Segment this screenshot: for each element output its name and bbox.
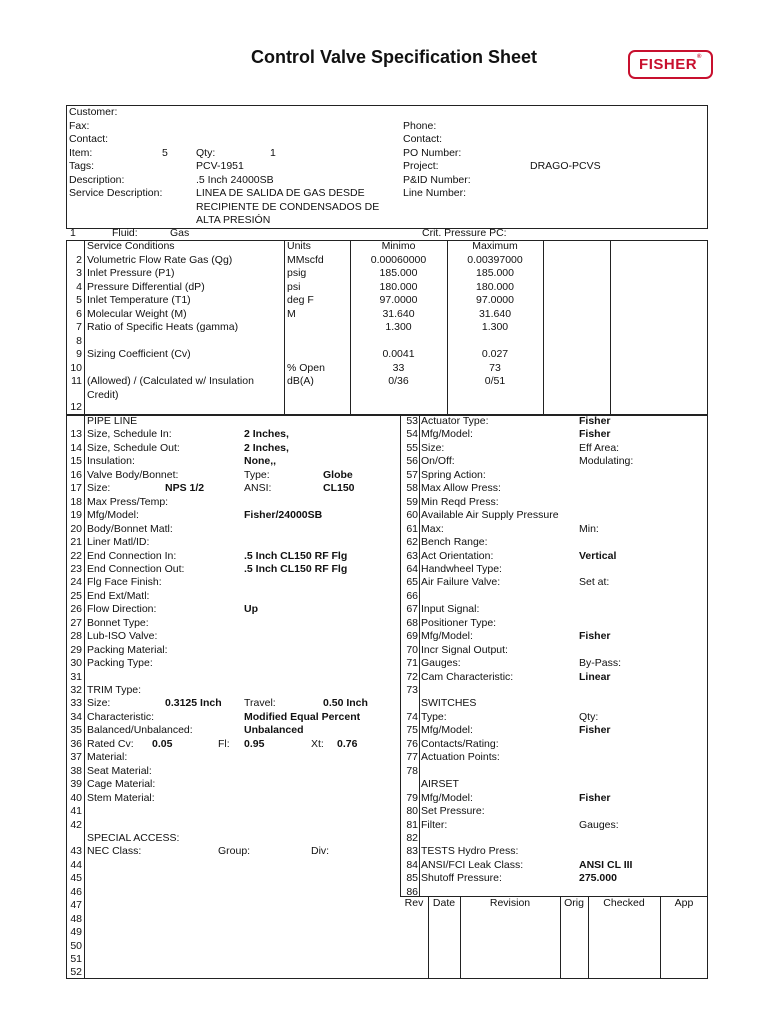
left-row-label: Material: — [87, 751, 128, 764]
registered-mark: ® — [697, 54, 702, 60]
service-header-max: Maximum — [472, 240, 518, 252]
fluid-row-num: 1 — [70, 227, 76, 239]
fluid-label: Fluid: — [112, 227, 138, 239]
left-row-num: 46 — [70, 885, 82, 898]
header-right-label: PO Number: — [403, 146, 462, 159]
right-row-label: Max: — [421, 522, 444, 535]
right-row-value: Eff Area: — [579, 441, 620, 454]
right-row-value: Vertical — [579, 549, 617, 562]
right-row-value: Set at: — [579, 576, 610, 589]
right-row-value: Min: — [579, 522, 599, 535]
right-row-num: 56 — [406, 455, 418, 468]
left-row-num: 27 — [70, 616, 82, 629]
right-row-label: ANSI/FCI Leak Class: — [421, 858, 524, 871]
right-row-num: 75 — [406, 724, 418, 737]
left-row-num: 22 — [70, 549, 82, 562]
service-row-max: 73 — [489, 361, 501, 374]
left-row-label: Body/Bonnet Matl: — [87, 522, 173, 535]
right-row-value: 275.000 — [579, 872, 617, 885]
left-row-label: Packing Material: — [87, 643, 168, 656]
left-row-value: 2 Inches, — [244, 441, 289, 454]
service-row-min: 1.300 — [385, 321, 412, 333]
left-row-value2: 0.95 — [244, 737, 265, 750]
right-row-num: 82 — [406, 831, 418, 844]
service-row-units: psi — [287, 280, 301, 293]
header-box — [66, 105, 708, 229]
left-row-label: Size, Schedule In: — [87, 428, 172, 441]
right-row-label: Set Pressure: — [421, 805, 485, 818]
left-row-label: Packing Type: — [87, 657, 153, 670]
right-row-num: 57 — [406, 468, 418, 481]
service-row-max: 1.300 — [481, 321, 509, 333]
right-row-label: Mfg/Model: — [421, 630, 473, 643]
right-row-num: 78 — [406, 764, 418, 777]
left-row-num: 44 — [70, 858, 82, 871]
left-row-label: Liner Matl/ID: — [87, 536, 150, 549]
revision-col-line — [660, 896, 661, 979]
header-label: Item: — [69, 146, 93, 159]
right-row-value: Fisher — [579, 724, 611, 737]
service-row-num: 2 — [76, 253, 82, 266]
service-row-label: Inlet Pressure (P1) — [87, 267, 175, 279]
revision-header-checked: Checked — [603, 897, 645, 909]
right-row-label: Available Air Supply Pressure — [421, 509, 559, 522]
service-row-min: 97.0000 — [379, 294, 418, 306]
header-right-label: Line Number: — [403, 187, 467, 199]
right-row-label: Spring Action: — [421, 468, 486, 481]
right-row-num: 86 — [406, 885, 418, 898]
right-row-num: 66 — [406, 589, 418, 602]
left-row-value2: CL150 — [323, 482, 355, 495]
fisher-logo — [628, 50, 713, 79]
header-right-label: Phone: — [403, 119, 437, 132]
left-row-label: Characteristic: — [87, 710, 155, 723]
right-row-num: 81 — [406, 818, 418, 831]
service-row-max: 31.640 — [478, 307, 512, 320]
header-label: Description: — [69, 173, 125, 186]
right-row-num: 62 — [406, 536, 418, 549]
right-row-num: 61 — [406, 522, 418, 535]
right-row-label: Shutoff Pressure: — [421, 872, 502, 885]
revision-header-rev: Rev — [404, 897, 424, 909]
right-row-num: 85 — [406, 872, 418, 885]
service-row-units: psig — [287, 267, 307, 279]
right-row-value: Qty: — [579, 710, 599, 723]
right-row-num: 70 — [406, 643, 418, 656]
service-row-min: 0/36 — [388, 375, 409, 387]
service-row-label: Molecular Weight (M) — [87, 307, 187, 320]
right-row-label: Bench Range: — [421, 536, 488, 549]
header-value: LINEA DE SALIDA DE GAS DESDE — [196, 187, 365, 199]
header-right-label: Contact: — [403, 133, 443, 145]
left-row-label: End Connection In: — [87, 549, 177, 562]
right-row-label: Actuator Type: — [421, 415, 489, 427]
service-row-max: 0.027 — [481, 348, 509, 360]
left-row-value: NPS 1/2 — [165, 482, 205, 495]
left-row-num: 43 — [70, 845, 82, 858]
service-row-num: 10 — [70, 361, 82, 374]
right-row-value: Fisher — [579, 428, 611, 441]
left-row-num: 37 — [70, 751, 82, 764]
left-row-value2: Globe — [323, 468, 353, 481]
right-row-value: Fisher — [579, 630, 611, 643]
left-row-label: Lub-ISO Valve: — [87, 630, 158, 643]
left-row-label: End Ext/Matl: — [87, 589, 150, 602]
right-row-label: Handwheel Type: — [421, 562, 502, 575]
service-row-max: 185.000 — [476, 267, 514, 279]
service-row-max: 0.00397000 — [467, 253, 523, 266]
right-row-value: Fisher — [579, 415, 611, 427]
left-row-value: .5 Inch CL150 RF Flg — [244, 562, 348, 575]
header-label: Customer: — [69, 106, 118, 118]
left-row-value: 0.05 — [152, 737, 173, 750]
left-row-value: .5 Inch CL150 RF Flg — [244, 549, 348, 562]
details-num-line — [419, 415, 420, 896]
right-row-num: 55 — [406, 441, 418, 454]
right-row-label: Positioner Type: — [421, 616, 497, 629]
right-row-num: 59 — [406, 495, 418, 508]
right-row-label: Input Signal: — [421, 603, 480, 616]
right-row-value: Fisher — [579, 791, 611, 804]
left-row-value3: 0.76 — [337, 737, 358, 750]
service-header-label: Service Conditions — [87, 240, 175, 252]
left-row-label2: ANSI: — [244, 482, 272, 495]
left-row-num: 18 — [70, 495, 82, 508]
left-row-label: Flow Direction: — [87, 603, 157, 616]
revision-col-line — [588, 896, 589, 979]
left-row-label: PIPE LINE — [87, 415, 138, 427]
revision-header-revision: Revision — [489, 897, 531, 909]
left-row-num: 30 — [70, 657, 82, 670]
left-row-label: Insulation: — [87, 455, 135, 468]
left-row-num: 50 — [70, 939, 82, 952]
right-row-label: Type: — [421, 710, 447, 723]
right-row-num: 72 — [406, 670, 418, 683]
header-value: 5 — [162, 146, 168, 159]
left-row-label: Size: — [87, 482, 111, 495]
left-row-label2: Type: — [244, 468, 270, 481]
service-row-num: 4 — [76, 280, 82, 293]
header-label: Fax: — [69, 119, 90, 132]
header-value: .5 Inch 24000SB — [196, 173, 274, 186]
service-row-units: deg F — [287, 294, 314, 306]
right-row-num: 80 — [406, 805, 418, 818]
page-title: Control Valve Specification Sheet — [250, 47, 538, 67]
left-row-num: 38 — [70, 764, 82, 777]
service-col-line — [284, 240, 285, 415]
left-row-label: Flg Face Finish: — [87, 576, 162, 589]
right-row-label: Mfg/Model: — [421, 791, 473, 804]
right-row-label: Size: — [421, 441, 445, 454]
service-row-min: 180.000 — [379, 280, 418, 293]
right-row-label: TESTS Hydro Press: — [421, 845, 519, 858]
revision-col-line — [428, 896, 429, 979]
left-row-value: None,, — [244, 455, 277, 468]
left-row-num: 33 — [70, 697, 82, 710]
left-row-num: 45 — [70, 872, 82, 885]
service-row-num: 11 — [71, 375, 82, 387]
service-row-label: Pressure Differential (dP) — [87, 280, 205, 293]
right-row-value: Gauges: — [579, 818, 619, 831]
right-row-num: 83 — [406, 845, 418, 858]
service-row-num: 3 — [76, 267, 82, 279]
left-row-num: 47 — [70, 899, 82, 912]
right-row-label: Gauges: — [421, 657, 461, 670]
left-row-num: 26 — [70, 603, 82, 616]
service-row-label: Inlet Temperature (T1) — [87, 294, 191, 306]
right-row-value: Linear — [579, 670, 611, 683]
left-row-value: Up — [244, 603, 258, 616]
left-row-num: 29 — [70, 643, 82, 656]
right-row-num: 76 — [406, 737, 418, 750]
service-header-units: Units — [287, 240, 311, 252]
right-row-label: Filter: — [421, 818, 448, 831]
service-row-num: 5 — [76, 294, 82, 306]
left-row-label: SPECIAL ACCESS: — [87, 831, 180, 844]
left-row-label: Mfg/Model: — [87, 509, 139, 522]
left-row-num: 35 — [70, 724, 82, 737]
right-row-num: 60 — [406, 509, 418, 522]
service-row-num: 8 — [76, 334, 82, 347]
right-row-num: 68 — [406, 616, 418, 629]
left-row-label: Rated Cv: — [87, 737, 134, 750]
left-row-value: 0.3125 Inch — [165, 697, 222, 710]
left-row-num: 41 — [70, 805, 82, 818]
left-row-label: Max Press/Temp: — [87, 495, 169, 508]
left-row-value: Modified Equal Percent — [244, 710, 361, 723]
service-row-num: 9 — [76, 348, 82, 360]
left-row-label: Size: — [87, 697, 111, 710]
left-row-num: 48 — [70, 912, 82, 925]
left-row-label: Bonnet Type: — [87, 616, 149, 629]
left-row-num: 20 — [70, 522, 82, 535]
service-row-units: M — [287, 307, 296, 320]
service-row-max: 97.0000 — [476, 294, 514, 306]
crit-pressure-label: Crit. Pressure PC: — [422, 227, 507, 239]
right-row-label: Mfg/Model: — [421, 428, 473, 441]
header-right-value: DRAGO-PCVS — [530, 160, 601, 172]
left-row-num: 42 — [70, 818, 82, 831]
left-row-num: 23 — [70, 562, 82, 575]
logo-text: FISHER — [639, 56, 698, 73]
left-row-num: 16 — [70, 468, 82, 481]
service-row-min: 0.0041 — [382, 348, 415, 360]
left-row-value: Fisher/24000SB — [244, 509, 323, 522]
header-right-label: Project: — [403, 160, 439, 172]
revision-col-line — [460, 896, 461, 979]
header-label: Service Description: — [69, 187, 163, 199]
left-row-num: 24 — [70, 576, 82, 589]
left-row-label: TRIM Type: — [87, 684, 142, 696]
right-row-label: On/Off: — [421, 455, 455, 468]
left-row-label: Stem Material: — [87, 791, 155, 804]
revision-header-date: Date — [432, 897, 456, 909]
fluid-value: Gas — [170, 227, 190, 239]
left-row-label3: Xt: — [311, 737, 324, 750]
left-row-label: Size, Schedule Out: — [87, 441, 180, 454]
right-row-label: Max Allow Press: — [421, 482, 501, 495]
service-row-units: dB(A) — [287, 375, 314, 387]
service-row-max: 180.000 — [476, 280, 514, 293]
service-row-num: 6 — [76, 307, 82, 320]
left-row-num: 28 — [70, 630, 82, 643]
service-row-max: 0/51 — [484, 375, 506, 387]
header-extra-label: Qty: — [196, 146, 216, 159]
revision-header-orig: Orig — [564, 897, 584, 909]
service-header-min: Minimo — [381, 240, 416, 252]
service-row-label: Credit) — [87, 388, 119, 401]
service-row-min: 33 — [392, 361, 405, 374]
left-row-label2: Fl: — [218, 737, 230, 750]
left-row-num: 39 — [70, 778, 82, 791]
revision-col-line — [560, 896, 561, 979]
right-row-num: 63 — [406, 549, 418, 562]
header-value: PCV-1951 — [196, 160, 244, 172]
service-row-units: MMscfd — [287, 253, 324, 266]
left-row-num: 25 — [70, 589, 82, 602]
service-row-label: (Allowed) / (Calculated w/ Insulation — [87, 375, 254, 387]
left-row-label: End Connection Out: — [87, 562, 185, 575]
details-num-line — [84, 415, 85, 979]
left-row-num: 52 — [70, 966, 82, 979]
left-row-num: 19 — [70, 509, 82, 522]
left-row-label3: Div: — [311, 845, 330, 858]
left-row-label: Balanced/Unbalanced: — [87, 724, 193, 737]
right-row-num: 67 — [406, 603, 418, 616]
right-row-num: 74 — [406, 710, 418, 723]
service-row-num: 12 — [70, 401, 82, 413]
left-row-num: 21 — [70, 536, 82, 549]
right-row-label: Actuation Points: — [421, 751, 500, 764]
right-row-num: 58 — [406, 482, 418, 495]
service-row-units: % Open — [287, 361, 325, 374]
right-row-label: SWITCHES — [421, 697, 477, 710]
right-row-label: Air Failure Valve: — [421, 576, 501, 589]
left-row-num: 40 — [70, 791, 82, 804]
right-row-label: Act Orientation: — [421, 549, 494, 562]
service-row-min: 0.00060000 — [370, 253, 427, 266]
service-col-line — [610, 240, 611, 415]
left-row-label2: Group: — [218, 845, 251, 858]
right-row-num: 84 — [406, 858, 418, 871]
left-row-num: 31 — [70, 670, 82, 683]
service-row-label: Volumetric Flow Rate Gas (Qg) — [87, 253, 233, 266]
left-row-value: 2 Inches, — [244, 428, 289, 441]
service-row-label: Sizing Coefficient (Cv) — [87, 348, 191, 360]
right-row-num: 77 — [406, 751, 418, 764]
right-row-num: 69 — [406, 630, 418, 643]
right-row-num: 73 — [406, 684, 418, 696]
left-row-num: 13 — [70, 428, 82, 441]
left-row-label: Cage Material: — [87, 778, 156, 791]
right-row-label: AIRSET — [421, 778, 459, 791]
right-row-num: 71 — [406, 657, 418, 670]
service-row-num: 7 — [76, 321, 82, 333]
right-row-num: 54 — [406, 428, 418, 441]
right-row-label: Cam Characteristic: — [421, 670, 514, 683]
right-row-label: Incr Signal Output: — [421, 643, 508, 656]
service-col-line — [543, 240, 544, 415]
right-row-label: Mfg/Model: — [421, 724, 473, 737]
left-row-num: 51 — [70, 953, 82, 965]
left-row-value2: 0.50 Inch — [323, 697, 368, 710]
left-row-num: 17 — [70, 482, 82, 495]
right-row-value: ANSI CL III — [579, 858, 633, 871]
left-row-num: 49 — [70, 926, 82, 939]
header-label: Tags: — [69, 160, 95, 172]
service-row-min: 185.000 — [379, 267, 418, 279]
left-row-label2: Travel: — [244, 697, 276, 710]
service-col-line — [84, 240, 85, 415]
left-row-num: 36 — [70, 737, 82, 750]
left-row-num: 34 — [70, 710, 82, 723]
right-row-num: 65 — [406, 576, 418, 589]
right-row-value: By-Pass: — [579, 657, 622, 670]
left-row-label: Valve Body/Bonnet: — [87, 468, 179, 481]
right-row-num: 79 — [406, 791, 418, 804]
left-row-num: 15 — [70, 455, 82, 468]
revision-header-app: App — [674, 897, 694, 909]
header-label: Contact: — [69, 133, 109, 145]
right-row-num: 53 — [406, 415, 418, 427]
right-row-label: Contacts/Rating: — [421, 737, 499, 750]
header-value: ALTA PRESIÓN — [196, 214, 271, 226]
left-row-num: 14 — [70, 441, 82, 454]
left-row-label: NEC Class: — [87, 845, 142, 858]
left-row-value: Unbalanced — [244, 724, 304, 737]
header-value: RECIPIENTE DE CONDENSADOS DE — [196, 200, 380, 213]
service-row-label: Ratio of Specific Heats (gamma) — [87, 321, 239, 333]
right-row-value: Modulating: — [579, 455, 634, 468]
service-row-min: 31.640 — [382, 307, 415, 320]
left-row-label: Seat Material: — [87, 764, 152, 777]
right-row-label: Min Reqd Press: — [421, 495, 499, 508]
left-row-num: 32 — [70, 684, 82, 696]
header-right-label: P&ID Number: — [403, 173, 471, 186]
right-row-num: 64 — [406, 562, 418, 575]
header-extra-value: 1 — [270, 146, 276, 159]
